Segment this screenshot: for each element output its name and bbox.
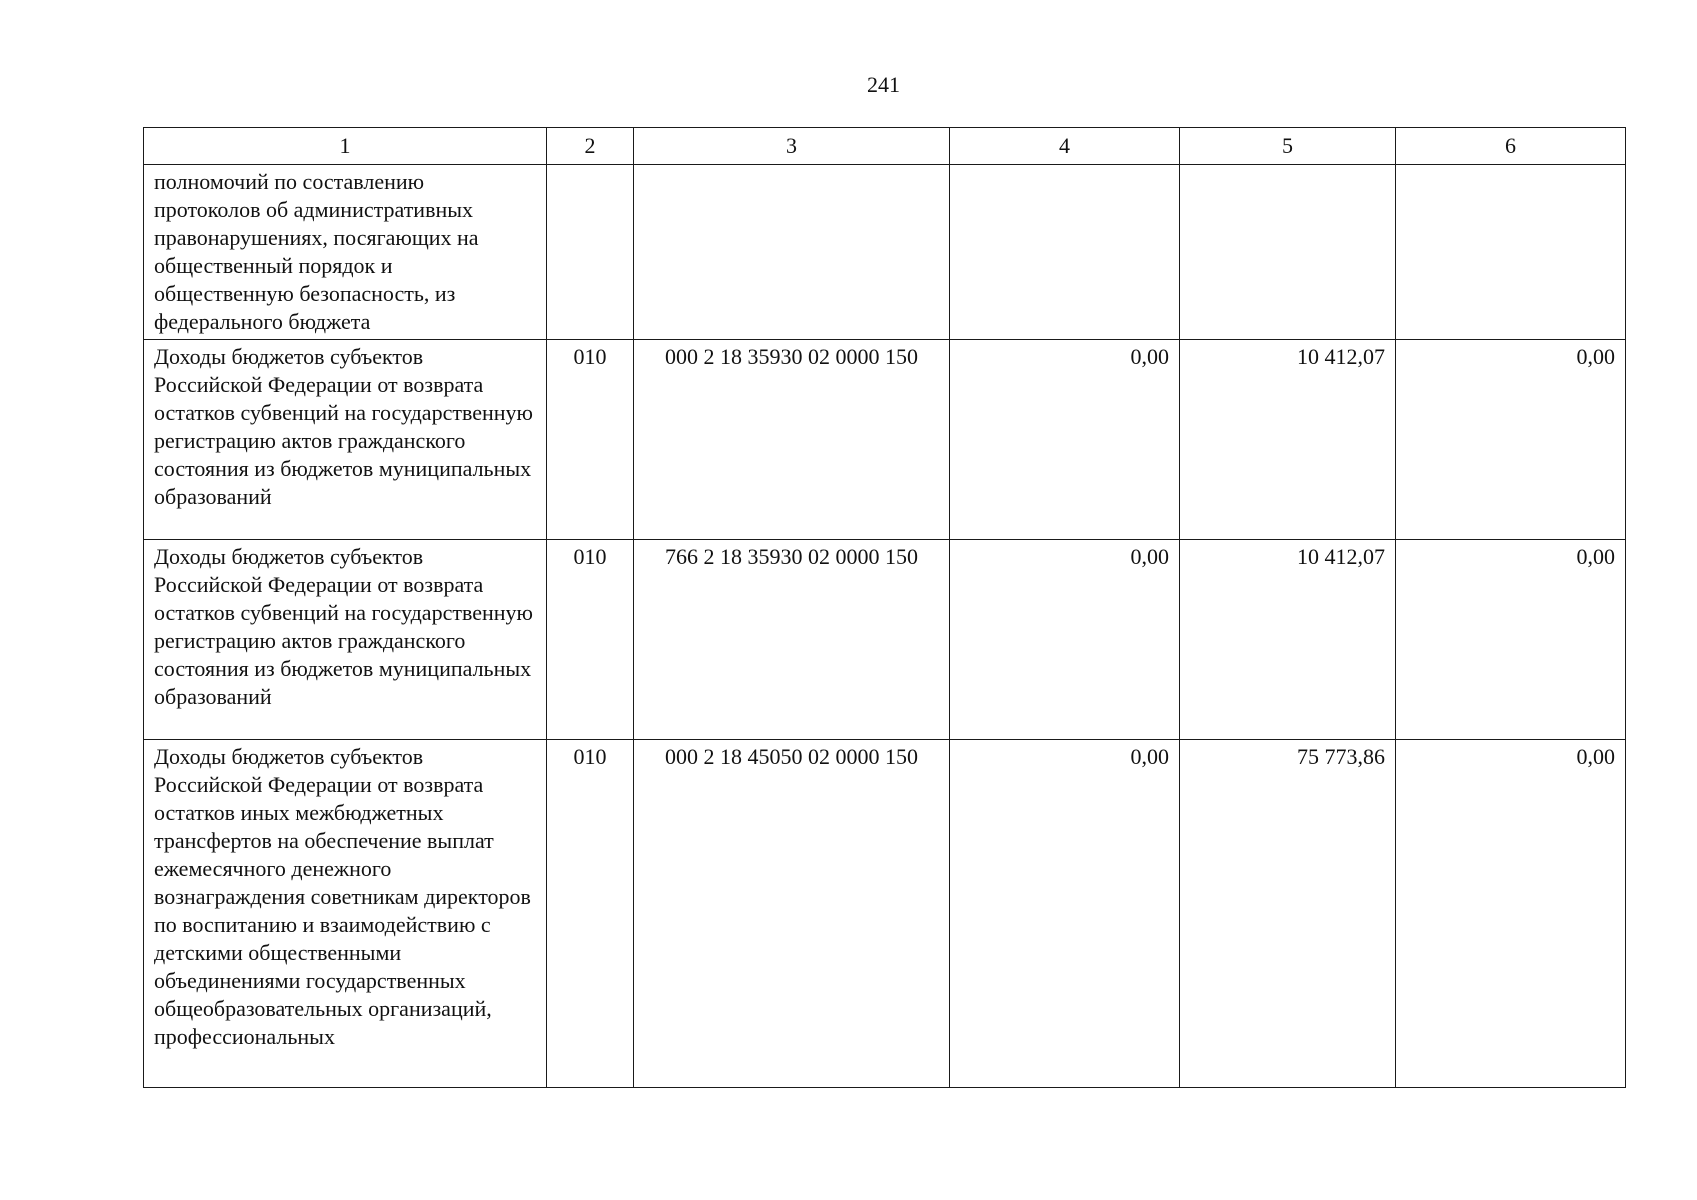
income-code-cell: 000 2 18 35930 02 0000 150 (634, 340, 950, 540)
column-header-3: 3 (634, 128, 950, 165)
value-cell-col6: 0,00 (1396, 340, 1626, 540)
table-row (144, 165, 1626, 340)
column-header-2: 2 (547, 128, 634, 165)
income-code-cell: 000 2 18 45050 02 0000 150 (634, 740, 950, 1088)
table-header (144, 128, 1626, 165)
value-cell-col5: 10 412,07 (1180, 340, 1396, 540)
budget-table (143, 127, 1626, 1088)
table-body (144, 165, 1626, 1088)
value-cell-col4 (950, 165, 1180, 340)
row-name-cell (144, 540, 547, 740)
line-code-cell (547, 165, 634, 340)
table-row (144, 340, 1626, 540)
line-code-cell: 010 (547, 740, 634, 1088)
row-name: Доходы бюджетов субъектов Российской Федерации от возврата остатков иных межбюджетных трансфертов на обеспечение выплат ежемесячного денежного вознаграждения советникам директоров по воспитанию и взаимодействию с детскими общественными объединениями государственных общеобразовательных организаций, профессиональных (154, 744, 531, 1049)
column-header-1: 1 (144, 128, 547, 165)
row-name-cell (144, 740, 547, 1088)
column-header-5: 5 (1180, 128, 1396, 165)
income-code-cell (634, 165, 950, 340)
value-cell-col5: 10 412,07 (1180, 540, 1396, 740)
value-cell-col6: 0,00 (1396, 540, 1626, 740)
column-header-4: 4 (950, 128, 1180, 165)
value-cell-col5 (1180, 165, 1396, 340)
row-name: полномочий по составлению протоколов об административных правонарушениях, посягающих на общественный порядок и общественную безопасность, из федерального бюджета (154, 169, 479, 334)
value-cell-col5: 75 773,86 (1180, 740, 1396, 1088)
income-code-cell: 766 2 18 35930 02 0000 150 (634, 540, 950, 740)
table-row (144, 540, 1626, 740)
row-name-cell (144, 165, 547, 340)
value-cell-col6: 0,00 (1396, 740, 1626, 1088)
value-cell-col4: 0,00 (950, 340, 1180, 540)
row-name-cell (144, 340, 547, 540)
table-row (144, 740, 1626, 1088)
page-number: 241 (867, 72, 900, 97)
value-cell-col4: 0,00 (950, 540, 1180, 740)
row-name: Доходы бюджетов субъектов Российской Федерации от возврата остатков субвенций на государственную регистрацию актов гражданского состояния из бюджетов муниципальных образований (154, 544, 533, 709)
line-code-cell: 010 (547, 540, 634, 740)
header-row (144, 128, 1626, 165)
line-code-cell: 010 (547, 340, 634, 540)
column-header-6: 6 (1396, 128, 1626, 165)
row-name: Доходы бюджетов субъектов Российской Федерации от возврата остатков субвенций на государственную регистрацию актов гражданского состояния из бюджетов муниципальных образований (154, 344, 533, 509)
value-cell-col4: 0,00 (950, 740, 1180, 1088)
value-cell-col6 (1396, 165, 1626, 340)
